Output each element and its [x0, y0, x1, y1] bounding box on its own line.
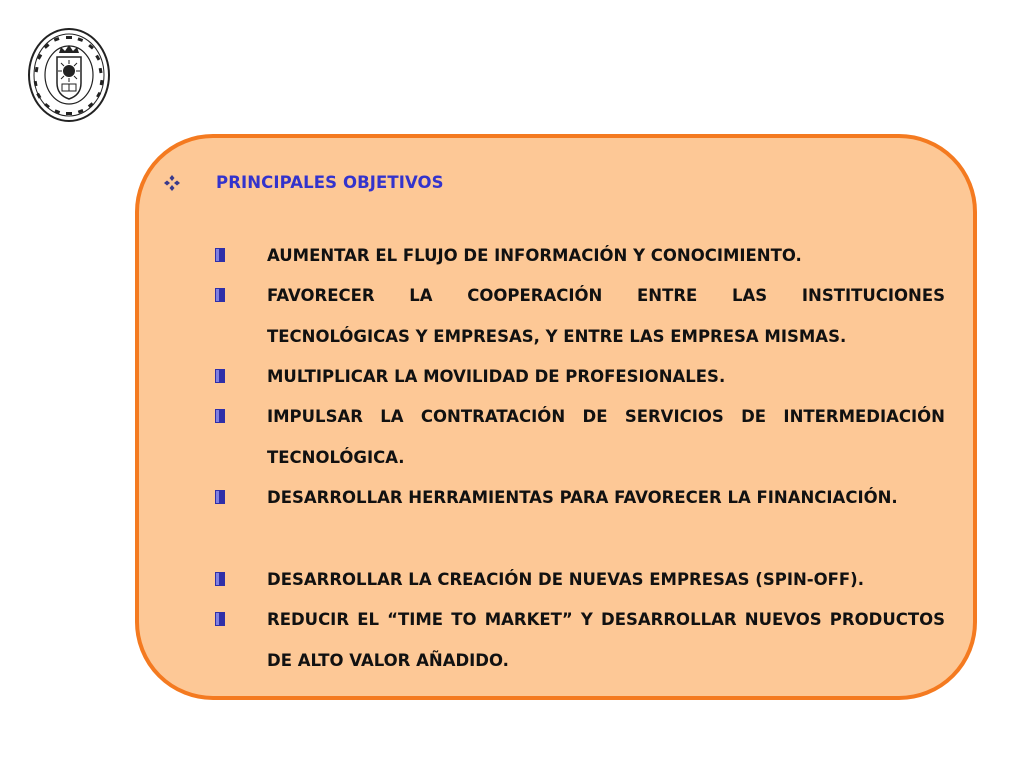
- list-item-text: DESARROLLAR LA CREACIÓN DE NUEVAS EMPRESAS (SPIN-OFF).: [267, 570, 864, 589]
- list-item: [267, 357, 945, 398]
- list-item-text: IMPULSAR LA CONTRATACIÓN DE SERVICIOS DE INTERMEDIACIÓN TECNOLÓGICA.: [267, 407, 945, 467]
- list-item-text: DESARROLLAR HERRAMIENTAS PARA FAVORECER LA FINANCIACIÓN.: [267, 488, 898, 507]
- list-item: [267, 478, 945, 519]
- list-item: [267, 236, 945, 277]
- square-bullet-icon: [215, 248, 225, 262]
- diamond-bullet-icon: [164, 175, 180, 191]
- square-bullet-icon: [215, 612, 225, 626]
- square-bullet-icon: [215, 409, 225, 423]
- list-item-text: REDUCIR EL “TIME TO MARKET” Y DESARROLLAR NUEVOS PRODUCTOS DE ALTO VALOR AÑADIDO.: [267, 610, 945, 670]
- section-heading-row: [164, 172, 444, 194]
- list-item-text: AUMENTAR EL FLUJO DE INFORMACIÓN Y CONOCIMIENTO.: [267, 246, 802, 265]
- square-bullet-icon: [215, 369, 225, 383]
- square-bullet-icon: [215, 288, 225, 302]
- section-heading: PRINCIPALES OBJETIVOS: [216, 173, 444, 192]
- list-item-text: MULTIPLICAR LA MOVILIDAD DE PROFESIONALES.: [267, 367, 726, 386]
- square-bullet-icon: [215, 490, 225, 504]
- list-item: [267, 397, 945, 478]
- university-seal-logo: [27, 27, 111, 123]
- list-item: [267, 276, 945, 357]
- list-item: [267, 560, 945, 601]
- square-bullet-icon: [215, 572, 225, 586]
- list-item-text: FAVORECER LA COOPERACIÓN ENTRE LAS INSTITUCIONES TECNOLÓGICAS Y EMPRESAS, Y ENTRE LAS EMPRESA MISMAS.: [267, 286, 945, 346]
- list-item: [267, 600, 945, 681]
